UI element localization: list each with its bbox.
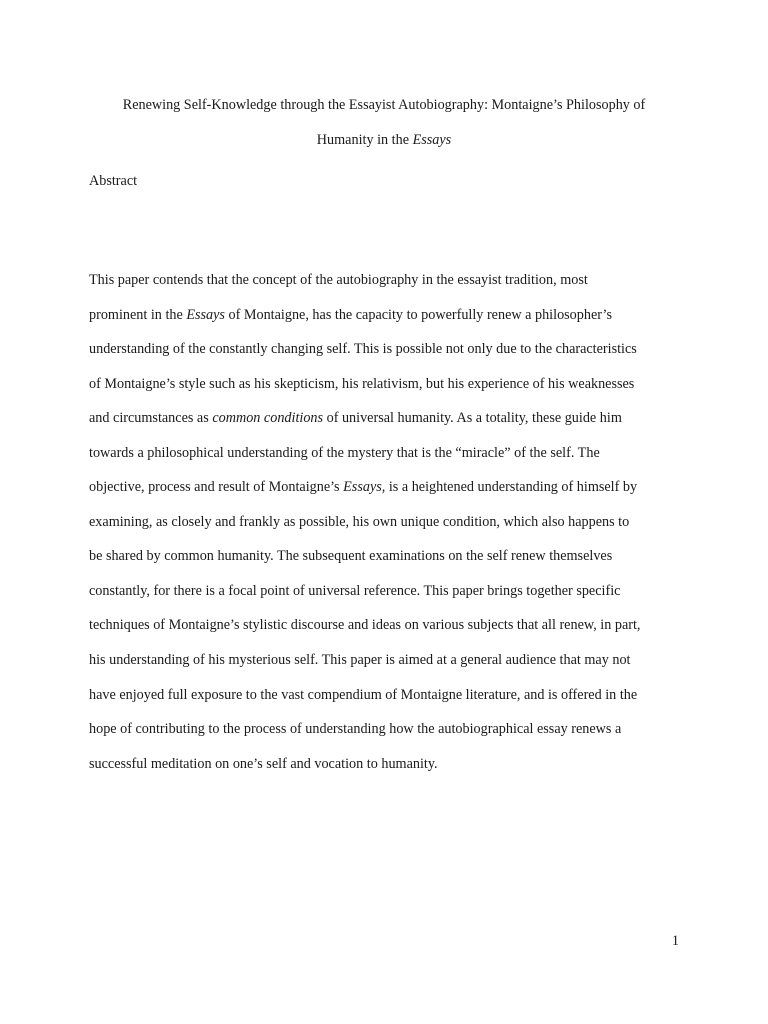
abstract-line: of Montaigne’s style such as his skepticism, his relativism, but his experience of his weaknesses	[89, 375, 635, 392]
abstract-line: have enjoyed full exposure to the vast compendium of Montaigne literature, and is offered in the	[89, 686, 638, 703]
abstract-line-italic: Essays	[343, 479, 382, 496]
title-line-2	[60, 123, 708, 158]
abstract-line: This paper contends that the concept of the autobiography in the essayist tradition, most	[89, 272, 588, 288]
abstract-line: successful meditation on one’s self and vocation to humanity.	[89, 755, 438, 772]
abstract-line-italic: common conditions	[212, 410, 324, 427]
title-line-1: Renewing Self-Knowledge through the Essayist Autobiography: Montaigne’s Philosophy of	[122, 97, 646, 113]
abstract-line-text: prominent in the	[89, 306, 187, 323]
abstract-line-text: and circumstances as	[89, 410, 213, 427]
abstract-line	[89, 401, 689, 436]
abstract-line: be shared by common humanity. The subsequent examinations on the self renew themselves	[89, 548, 613, 565]
abstract-line: examining, as closely and frankly as possible, his own unique condition, which also happens to	[89, 513, 630, 530]
abstract-line: understanding of the constantly changing self. This is possible not only due to the characteristics	[89, 341, 637, 358]
abstract-line-text: of universal humanity. As a totality, these guide him	[323, 410, 622, 427]
abstract-heading: Abstract	[89, 173, 138, 189]
abstract-line	[89, 470, 689, 505]
abstract-line-text: , is a heightened understanding of himself by	[381, 479, 638, 496]
abstract-line: his understanding of his mysterious self. This paper is aimed at a general audience that may not	[89, 652, 631, 669]
title-line-2-italic: Essays	[412, 131, 452, 148]
abstract-line: constantly, for there is a focal point of universal reference. This paper brings together specific	[89, 582, 621, 599]
abstract-line: hope of contributing to the process of understanding how the autobiographical essay renews a	[89, 721, 622, 738]
title-line-2-prefix: Humanity in the	[316, 131, 413, 148]
abstract-line-text: of Montaigne, has the capacity to powerfully renew a philosopher’s	[224, 306, 612, 323]
abstract-line: towards a philosophical understanding of the mystery that is the “miracle” of the self. The	[89, 444, 600, 461]
abstract-line: techniques of Montaigne’s stylistic discourse and ideas on various subjects that all renew, in part,	[89, 617, 641, 634]
abstract-line	[89, 298, 689, 333]
document-title	[60, 88, 708, 157]
abstract-line-text: objective, process and result of Montaigne’s	[89, 479, 344, 496]
abstract-line-italic: Essays	[186, 306, 225, 323]
page-number: 1	[671, 933, 679, 949]
abstract-body	[89, 263, 689, 781]
